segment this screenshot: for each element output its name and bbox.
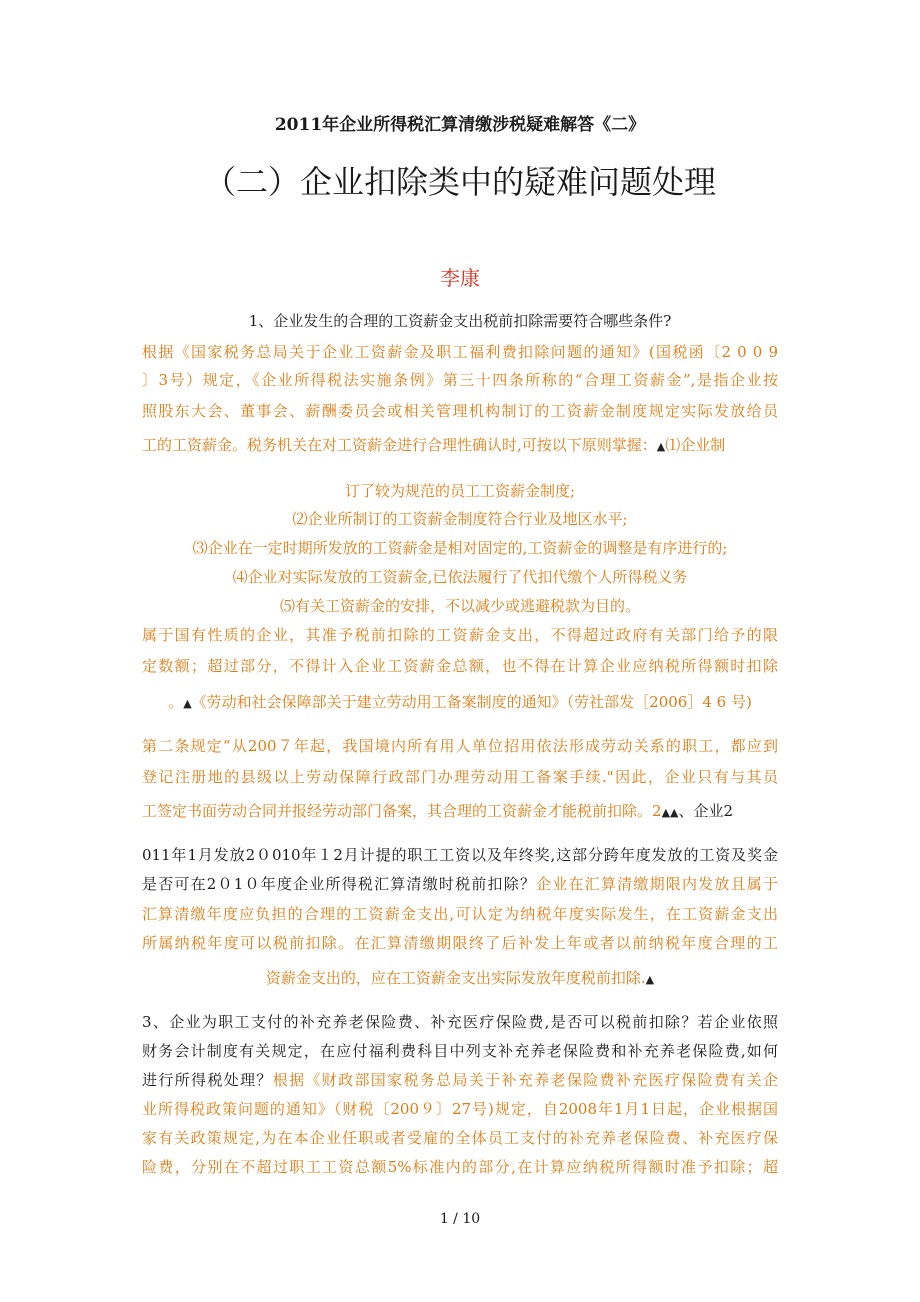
answer-line: 定数额；超过部分，不得计入企业工资薪金总额，也不得在计算企业应纳税所得额时扣除 <box>142 657 778 675</box>
answer-text: 企业在汇算清缴期限内发放且属于 <box>536 875 778 893</box>
anchor-mark-icon: ▲▲ <box>661 806 679 819</box>
question-2-end: 是否可在2０1０年度企业所得税汇算清缴时税前扣除？ <box>142 875 537 893</box>
answer-text: 。 <box>168 693 184 711</box>
anchor-mark-icon: ▲ <box>183 697 192 710</box>
answer-text: 工签定书面劳动合同并报经劳动部门备案，其合理的工资薪金才能税前扣除。2 <box>142 802 662 820</box>
question-3-end: 进行所得税处理？ <box>142 1071 273 1089</box>
answer-line: ⑸有关工资薪金的安排，不以减少或逃避税款为目的。 <box>279 597 640 615</box>
answer-line: 根据《国家税务总局关于企业工资薪金及职工福利费扣除问题的通知》(国税函〔2 0 0 9 <box>142 343 778 361</box>
page-number: 1 / 10 <box>439 1211 481 1227</box>
answer-line: 订了较为规范的员工工资薪金制度; <box>344 482 576 500</box>
answer-line <box>0 967 920 991</box>
answer-line: ⑶企业在一定时期所发放的工资薪金是相对固定的,工资薪金的调整是有序进行的; <box>192 539 728 557</box>
answer-line: 家有关政策规定,为在本企业任职或者受雇的全体员工支付的补充养老保险费、补充医疗保 <box>142 1129 778 1147</box>
answer-line <box>142 691 778 715</box>
question-3-line: 3、企业为职工支付的补充养老保险费、补充医疗保险费,是否可以税前扣除？若企业依照 <box>142 1013 778 1031</box>
answer-line: 属于国有性质的企业，其准予税前扣除的工资薪金支出，不得超过政府有关部门给予的限 <box>142 626 778 644</box>
answer-line: 业所得税政策问题的通知》（财税〔200９〕27号)规定，自2008年1月1日起，企业根据国 <box>142 1100 778 1118</box>
answer-line <box>142 873 778 895</box>
answer-text: 《劳动和社会保障部关于建立劳动用工备案制度的通知》（劳社部发［2006］4 6 号) <box>191 693 752 711</box>
anchor-mark-icon: ▲ <box>656 440 666 453</box>
answer-text: 资薪金支出的，应在工资薪金支出实际发放年度税前扣除. <box>265 969 646 987</box>
answer-line: ⑵企业所制订的工资薪金制度符合行业及地区水平; <box>292 510 628 528</box>
answer-text: ⑴企业制 <box>665 436 726 454</box>
answer-line: ⑷企业对实际发放的工资薪金,已依法履行了代扣代缴个人所得税义务 <box>232 568 688 586</box>
author-name: 李康 <box>440 266 480 290</box>
question-2-start: 、企业2 <box>678 802 734 820</box>
answer-line <box>142 1069 778 1091</box>
answer-line: 登记注册地的县级以上劳动保障行政部门办理劳动用工备案手续."因此，企业只有与其员 <box>142 768 778 786</box>
answer-line: 〕3号）规定，《企业所得税法实施条例》第三十四条所称的“合理工资薪金”,是指企业按 <box>142 371 778 389</box>
answer-line: 照股东大会、董事会、薪酬委员会或相关管理机构制订的工资薪金制度规定实际发放给员 <box>142 402 778 420</box>
question-3-line: 财务会计制度有关规定，在应付福利费科目中列支补充养老保险费和补充养老保险费,如何 <box>142 1042 778 1060</box>
question-1: 1、企业发生的合理的工资薪金支出税前扣除需要符合哪些条件? <box>248 312 672 330</box>
answer-line: 险费，分别在不超过职工工资总额5%标准内的部分,在计算应纳税所得额时准予扣除；超 <box>142 1158 778 1176</box>
document-title: 2011年企业所得税汇算清缴涉税疑难解答《二》 <box>274 115 646 135</box>
answer-line: 所属纳税年度可以税前扣除。在汇算清缴期限终了后补发上年或者以前纳税年度合理的工 <box>142 934 778 952</box>
answer-text: 根据《财政部国家税务总局关于补充养老保险费补充医疗保险费有关企 <box>272 1071 778 1089</box>
answer-line: 第二条规定“从200７年起，我国境内所有用人单位招用依法形成劳动关系的职工，都应到 <box>142 737 778 755</box>
answer-text: 工的工资薪金。税务机关在对工资薪金进行合理性确认时,可按以下原则掌握： <box>142 436 657 454</box>
section-title: （二）企业扣除类中的疑难问题处理 <box>203 163 716 201</box>
anchor-mark-icon: ▲ <box>645 973 655 986</box>
question-2-line: 011年1月发放2０010年１2月计提的职工工资以及年终奖,这部分跨年度发放的工资及奖金 <box>142 846 778 864</box>
answer-line <box>142 800 778 824</box>
answer-line <box>142 434 778 458</box>
answer-line: 汇算清缴年度应负担的合理的工资薪金支出,可认定为纳税年度实际发生，在工资薪金支出 <box>142 905 778 923</box>
